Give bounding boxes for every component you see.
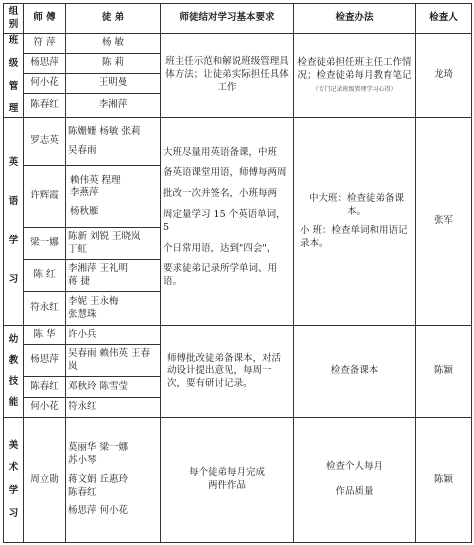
mentor-cell: 周立勋 — [24, 418, 66, 543]
header-check-method: 检查办法 — [294, 4, 416, 34]
inspector-english: 张军 — [416, 118, 472, 326]
mentor-cell: 陈 华 — [24, 326, 66, 345]
apprentice-cell: 陈新 刘锐 王晓岚 丁虹 — [66, 228, 161, 260]
table-header-row — [4, 4, 472, 34]
category-kids-teaching: 幼 教 技 能 — [4, 326, 24, 418]
apprentice-cell: 许小兵 — [66, 326, 161, 345]
requirements-kids-teaching: 师傅批改徒弟备课本，对活动设计提出意见，每周一次，要有研讨记录。 — [161, 326, 294, 418]
header-mentor: 师 傅 — [24, 4, 66, 34]
mentor-cell: 杨思萍 — [24, 345, 66, 377]
check-kids-teaching: 检查备课本 — [294, 326, 416, 418]
apprentice-cell: 邓秋玲 陈雪莹 — [66, 377, 161, 398]
apprentice-cell: 李妮 王永梅 张慧珠 — [66, 292, 161, 326]
mentor-cell: 符永红 — [24, 292, 66, 326]
mentor-cell: 杨思萍 — [24, 54, 66, 74]
mentor-cell: 何小花 — [24, 398, 66, 418]
mentor-cell: 梁一娜 — [24, 228, 66, 260]
header-requirements: 师徒结对学习基本要求 — [161, 4, 294, 34]
header-category: 组别 — [4, 4, 24, 34]
mentor-cell: 何小花 — [24, 74, 66, 94]
apprentice-cell: 赖伟英 程理 李燕萍 杨秋雁 — [66, 166, 161, 228]
inspector-art: 陈颖 — [416, 418, 472, 543]
mentor-cell: 许辉霞 — [24, 166, 66, 228]
mentor-cell: 罗志英 — [24, 118, 66, 166]
apprentice-cell: 陈姗姗 杨敏 张莉 吴春雨 — [66, 118, 161, 166]
check-english: 中大班：检查徒弟备课本。 小 班：检查单词和用语记录本。 — [294, 118, 416, 326]
mentor-cell: 陈春红 — [24, 94, 66, 118]
header-inspector: 检查人 — [416, 4, 472, 34]
mentor-cell: 陈 红 — [24, 260, 66, 292]
category-english: 英 语 学 习 — [4, 118, 24, 326]
inspector-kids-teaching: 陈颖 — [416, 326, 472, 418]
requirements-english: 大班尽量用英语备课，中班 备英语课堂用语，师傅每两周 批改一次并签名，小班每两 周定量学习 15 个英语单词，5 个日常用语，达到"四会"， 要求徒弟记录所学单词、用语。 — [161, 118, 294, 326]
apprentice-cell: 杨 敏 — [66, 34, 161, 54]
mentorship-table — [3, 3, 472, 543]
apprentice-cell: 李湘萍 王礼明 蒋 捷 — [66, 260, 161, 292]
mentor-cell: 符 萍 — [24, 34, 66, 54]
mentor-cell: 陈春红 — [24, 377, 66, 398]
requirements-art: 每个徒弟每月完成 两件作品 — [161, 418, 294, 543]
table-row — [4, 326, 472, 345]
table-row — [4, 118, 472, 166]
category-art: 美 术 学 习 — [4, 418, 24, 543]
table-row — [4, 34, 472, 54]
check-art: 检查个人每月 作品质量 — [294, 418, 416, 543]
check-class-management: 检查徒弟担任班主任工作情况；检查徒弟每月教育笔记 （专门记录班级管理学习心得） — [294, 34, 416, 118]
apprentice-cell: 陈 莉 — [66, 54, 161, 74]
apprentice-cell: 莫丽华 梁一娜 苏小琴 蒋文娟 丘惠玲 陈春红 杨思萍 何小花 — [66, 418, 161, 543]
apprentice-cell: 吴春雨 赖伟英 王春岚 — [66, 345, 161, 377]
apprentice-cell: 符永红 — [66, 398, 161, 418]
category-class-management: 班 级 管 理 — [4, 34, 24, 118]
apprentice-cell: 王明曼 — [66, 74, 161, 94]
inspector-class-management: 龙琦 — [416, 34, 472, 118]
apprentice-cell: 李湘萍 — [66, 94, 161, 118]
header-apprentice: 徒 弟 — [66, 4, 161, 34]
table-row — [4, 418, 472, 543]
requirements-class-management: 班主任示范和解说班级管理具体方法；让徒弟实际担任具体工作 — [161, 34, 294, 118]
